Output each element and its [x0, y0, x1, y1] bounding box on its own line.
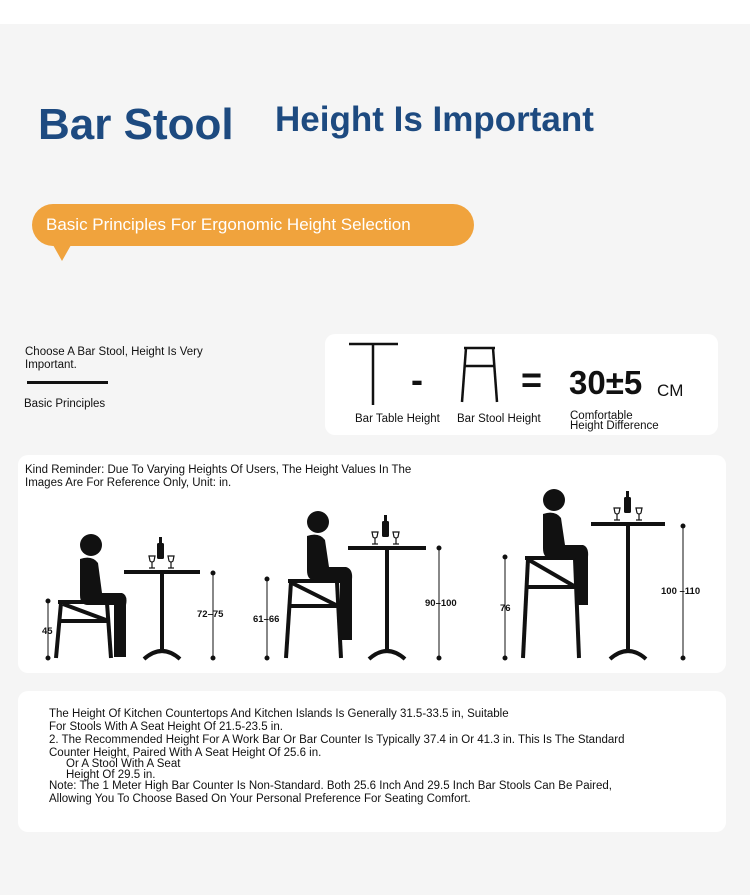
formula-card — [325, 334, 718, 435]
note-line-7: Note: The 1 Meter High Bar Counter Is Non-Standard. Both 25.6 Inch And 29.5 Inch Bar Stools Can Be Paired, — [49, 780, 612, 792]
note-line-8: Allowing You To Choose Based On Your Personal Preference For Seating Comfort. — [49, 793, 471, 805]
principles-label: Basic Principles — [24, 398, 106, 410]
figure-1 — [46, 534, 215, 660]
figure-3-seat-height: 76 — [500, 603, 511, 614]
figure-1-table-height: 72–75 — [197, 609, 224, 620]
person-1 — [80, 534, 127, 657]
bar-table-label: Bar Table Height — [355, 413, 440, 425]
bar-stool-icon — [462, 348, 497, 402]
stool-2 — [286, 581, 341, 658]
banner-pointer — [53, 245, 71, 261]
bar-stool-label: Bar Stool Height — [457, 413, 541, 425]
figure-2-table-height: 90–100 — [425, 598, 457, 609]
note-line-2: For Stools With A Seat Height Of 21.5-23.5 in. — [49, 721, 283, 733]
note-line-4: Counter Height, Paired With A Seat Height Of 25.6 in. — [49, 747, 322, 759]
equals-sign: = — [521, 359, 543, 400]
result-value: 30±5 — [569, 364, 643, 401]
principles-intro: Choose A Bar Stool, Height Is Very Important. — [25, 346, 203, 371]
note-line-6: Height Of 29.5 in. — [66, 769, 156, 781]
minus-sign: - — [411, 359, 423, 400]
diff-label-line1: Comfortable — [570, 410, 633, 422]
table-1 — [124, 572, 200, 659]
stool-3 — [523, 558, 579, 658]
principles-banner-text: Basic Principles For Ergonomic Height Selection — [46, 215, 411, 234]
principles-banner — [32, 204, 474, 246]
note-line-1: The Height Of Kitchen Countertops And Kitchen Islands Is Generally 31.5-33.5 in, Suitable — [49, 708, 509, 720]
figure-1-seat-height: 45 — [42, 626, 53, 637]
stool-1 — [56, 602, 111, 658]
notes-card — [18, 691, 726, 832]
figure-2-seat-height: 61–66 — [253, 614, 280, 625]
title-bar-stool: Bar Stool — [38, 100, 234, 149]
figure-3-table-height: 100 –110 — [661, 586, 701, 597]
note-line-5: Or A Stool With A Seat — [66, 758, 181, 770]
note-line-3: 2. The Recommended Height For A Work Bar Or Bar Counter Is Typically 37.4 in Or 41.3 in. This Is The Standard — [49, 734, 625, 746]
divider — [27, 381, 108, 384]
kind-reminder: Kind Reminder: Due To Varying Heights Of Users, The Height Values In The Images Are For Reference Only, Unit: in. — [25, 464, 412, 489]
figure-2 — [265, 511, 441, 660]
table-3 — [591, 524, 665, 659]
diff-label-line2: Height Difference — [570, 420, 659, 432]
title-height-important: Height Is Important — [275, 100, 594, 139]
bar-table-icon — [349, 344, 398, 405]
result-unit: CM — [657, 381, 684, 400]
figures-graphic — [18, 455, 726, 673]
top-strip — [0, 0, 750, 24]
figure-3 — [503, 489, 685, 660]
figures-card — [18, 455, 726, 673]
table-2 — [348, 548, 426, 659]
person-2 — [307, 511, 352, 640]
